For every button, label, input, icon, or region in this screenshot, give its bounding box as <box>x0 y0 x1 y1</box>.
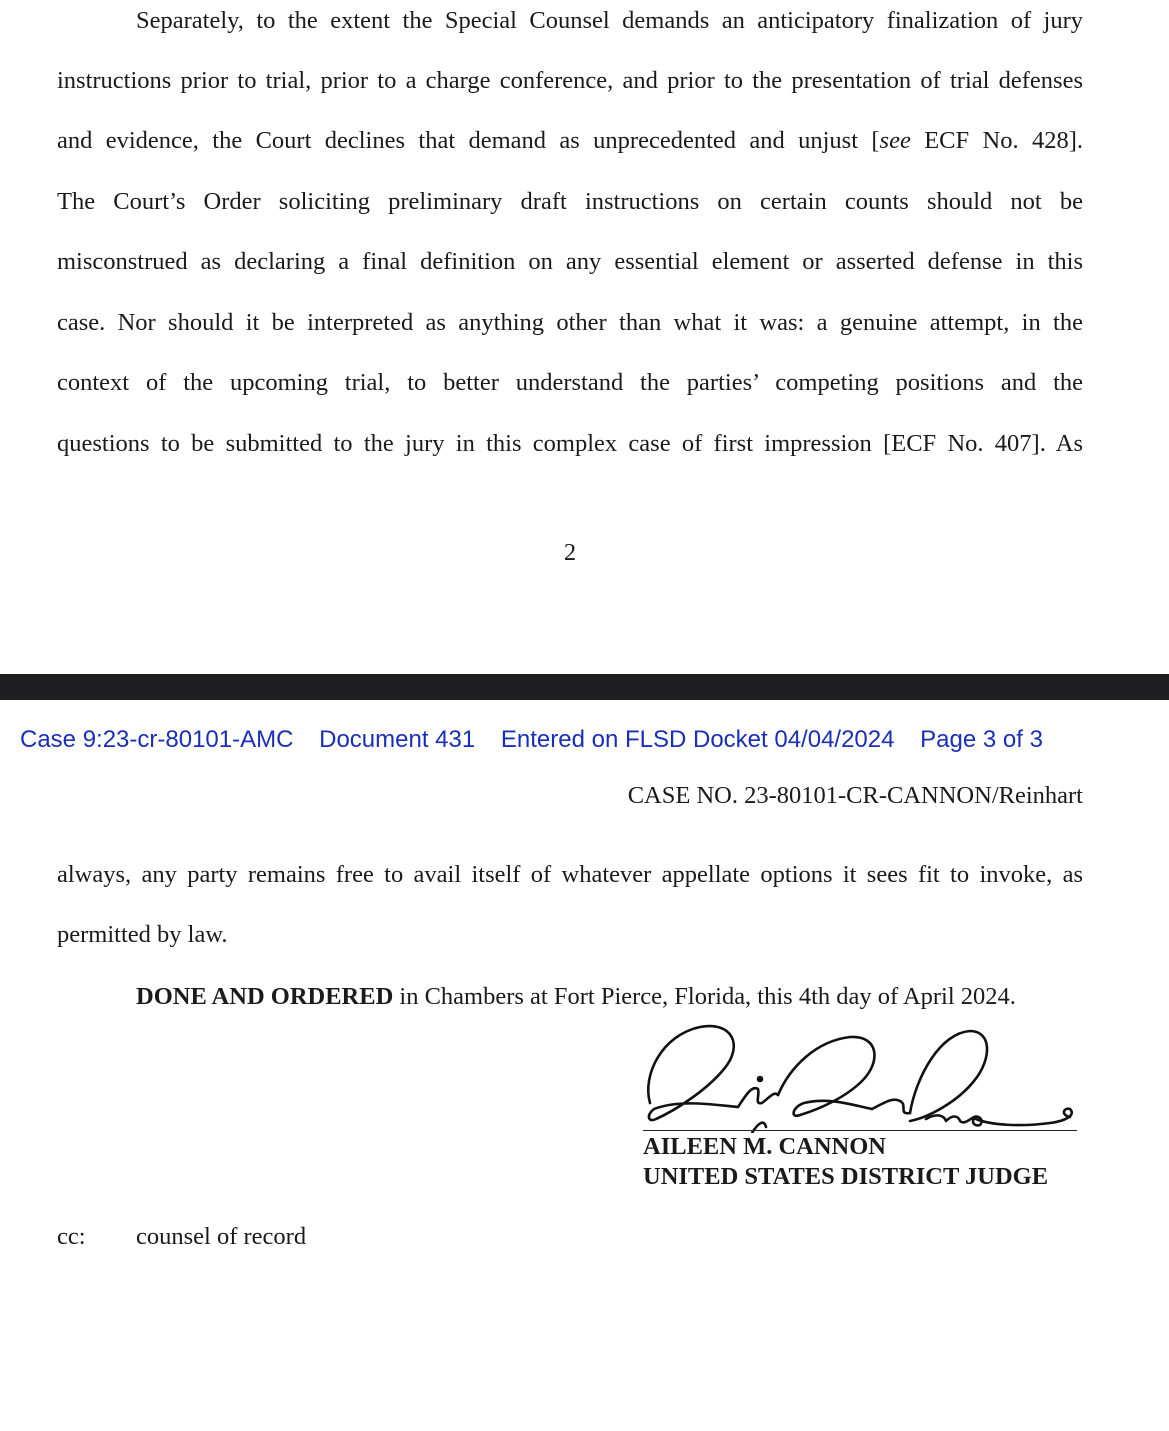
paragraph-line: always, any party remains free to avail itself of whatever appellate options it sees fit to invoke, as <box>57 861 1083 888</box>
case-number: CASE NO. 23-80101-CR-CANNON/Reinhart <box>627 782 1083 809</box>
paragraph-line: Separately, to the extent the Special Counsel demands an anticipatory finalization of jury <box>136 7 1083 34</box>
paragraph-line: questions to be submitted to the jury in this complex case of first impression [ECF No. 407]. As <box>57 430 1083 457</box>
line-text-pre: and evidence, the Court declines that demand as unprecedented and unjust [ <box>57 127 880 154</box>
header-document: Document 431 <box>319 726 476 753</box>
signature-rule <box>643 1130 1077 1131</box>
paragraph-line: case. Nor should it be interpreted as anything other than what it was: a genuine attempt, in the <box>57 309 1083 336</box>
header-case: Case 9:23-cr-80101-AMC <box>20 726 294 753</box>
page-separator <box>0 674 1169 700</box>
paragraph-line: misconstrued as declaring a final definition on any essential element or asserted defense in this <box>57 248 1083 275</box>
paragraph-line: permitted by law. <box>57 921 228 948</box>
italic-signal: see <box>879 127 911 154</box>
signature-graphic <box>640 1015 1080 1133</box>
line-text-post: ECF No. 428]. <box>910 127 1083 154</box>
judge-name: AILEEN M. CANNON <box>643 1133 886 1160</box>
judge-title: UNITED STATES DISTRICT JUDGE <box>643 1163 1049 1190</box>
done-and-ordered <box>136 982 1083 1012</box>
paragraph-line: instructions prior to trial, prior to a charge conference, and prior to the presentation of trial defenses <box>57 67 1083 94</box>
done-rest: in Chambers at Fort Pierce, Florida, this 4th day of April 2024. <box>393 983 1016 1010</box>
cc-label: cc: <box>57 1223 86 1250</box>
docket-header <box>20 725 1160 755</box>
paragraph-line <box>57 126 1083 156</box>
paragraph-line: The Court’s Order soliciting preliminary draft instructions on certain counts should not be <box>57 188 1083 215</box>
header-entered: Entered on FLSD Docket 04/04/2024 <box>500 726 895 753</box>
header-page: Page 3 of 3 <box>920 726 1043 753</box>
page-number: 2 <box>563 539 577 566</box>
paragraph-line: context of the upcoming trial, to better understand the parties’ competing positions and the <box>57 369 1083 396</box>
cc-recipients: counsel of record <box>136 1223 307 1250</box>
done-bold: DONE AND ORDERED <box>136 983 394 1010</box>
previous-page <box>0 0 1169 674</box>
